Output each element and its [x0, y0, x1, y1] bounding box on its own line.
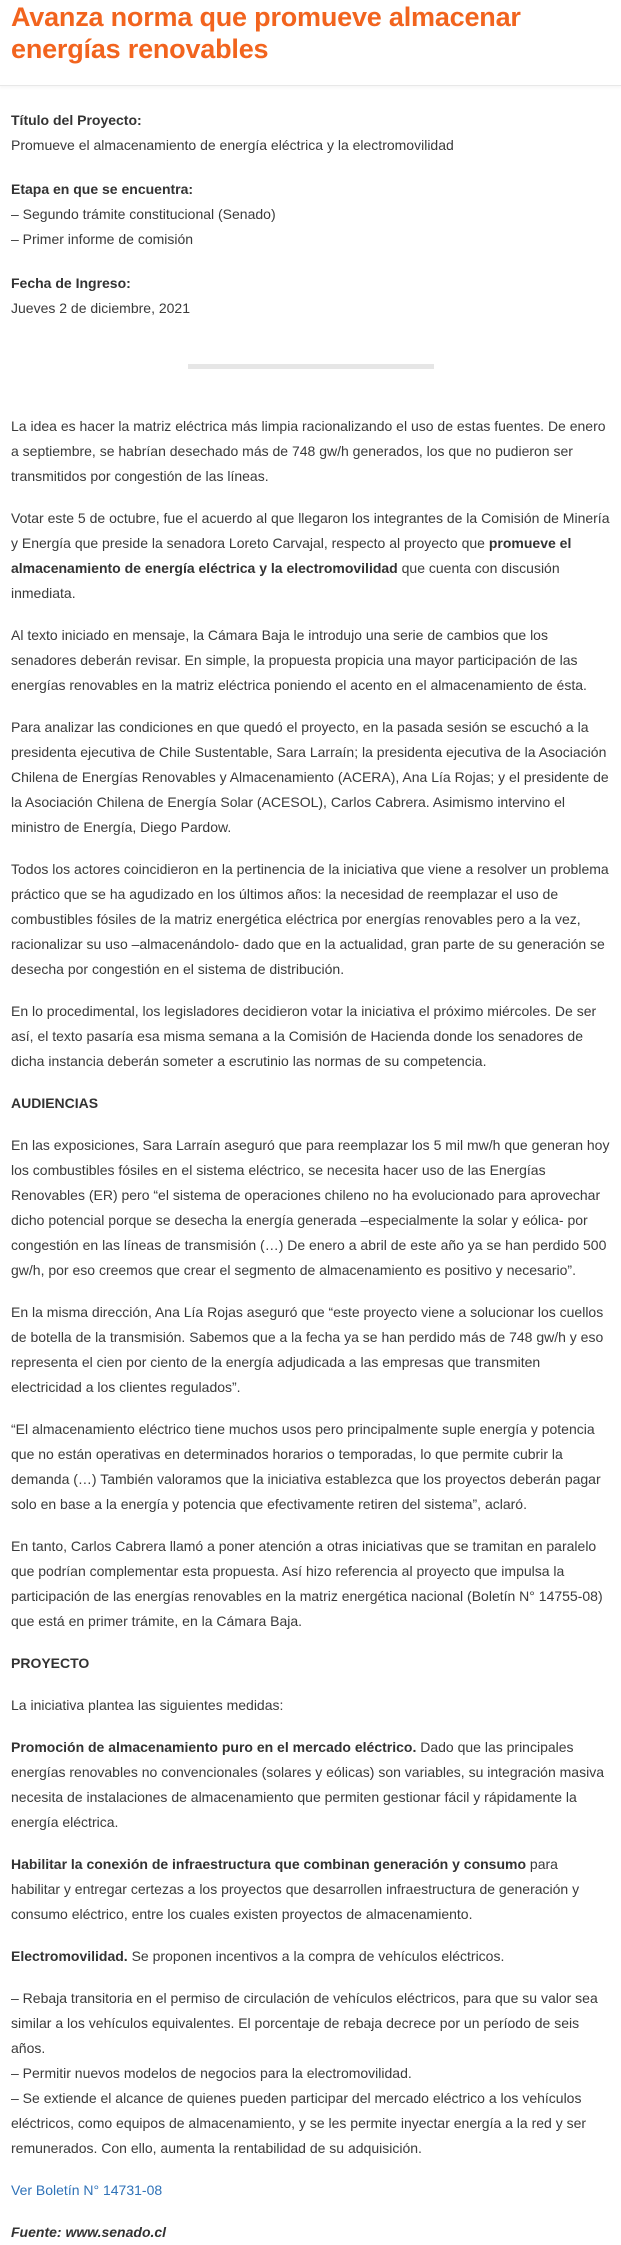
article-title: Avanza norma que promueve almacenar energías renovables — [11, 2, 521, 64]
section-divider — [188, 364, 434, 369]
paragraph-text: Dado que las principales energías renovables no convencionales (solares y eólicas) son variables, su integración masiva necesita de instalaciones de almacenamiento que permiten gestionar fácil y rápidamente la energía eléctrica. — [11, 1739, 604, 1830]
measures-list — [11, 1986, 610, 2161]
list-item: – Rebaja transitoria en el permiso de circulación de vehículos eléctricos, para que su valor sea similar a los vehículos equivalentes. El porcentaje de rebaja decrece por un período de seis años. — [11, 1990, 598, 2056]
paragraph-text: Votar este 5 de octubre, fue el acuerdo al que llegaron los integrantes de la Comisión de Minería y Energía que preside la senadora Loreto Carvajal, respecto al proyecto que — [11, 510, 610, 551]
paragraph-text: para habilitar y entregar certezas a los proyectos que desarrollen infraestructura de generación y consumo eléctrico, entre los cuales existen proyectos de almacenamiento. — [11, 1856, 580, 1922]
article-header — [0, 0, 621, 86]
bold-text: Habilitar la conexión de infraestructura que combinan generación y consumo — [11, 1856, 527, 1872]
bold-text: Electromovilidad. — [11, 1948, 128, 1964]
project-title-block — [11, 108, 610, 158]
paragraph: En las exposiciones, Sara Larraín aseguró que para reemplazar los 5 mil mw/h que generan hoy los combustibles fósiles en el sistema eléctrico, se necesita hacer uso de las Energías Renovables (ER) pero “el sistema de operaciones chileno no ha evolucionado para aprovechar dicho potencial porque se desecha la energía generada –especialmente la solar y eólica- por congestión en las líneas de transmisión (…) De enero a abril de este año ya se han perdido 500 gw/h, por eso creemos que crear el segmento de almacenamiento es positivo y necesario”. — [11, 1137, 610, 1278]
list-item: – Se extiende el alcance de quienes pueden participar del mercado eléctrico a los vehículos eléctricos, como equipos de almacenamiento, y se les permite inyectar energía a la red y ser remunerados. Con ello, aumenta la rentabilidad de su adquisición. — [11, 2090, 587, 2156]
paragraph — [11, 1852, 610, 1927]
paragraph: “El almacenamiento eléctrico tiene muchos usos pero principalmente suple energía y potencia que no están operativas en determinados horarios o temporadas, lo que permite cubrir la demanda (…) También valoramos que la iniciativa establezca que los proyectos deberán pagar solo en base a la energía y potencia que efectivamente retiren del sistema”, aclaró. — [11, 1421, 601, 1512]
paragraph: Al texto iniciado en mensaje, la Cámara Baja le introdujo una serie de cambios que los senadores deberán revisar. En simple, la propuesta propicia una mayor participación de las energías renovables en la matriz eléctrica poniendo el acento en el almacenamiento de ésta. — [11, 627, 587, 693]
project-title-value: Promueve el almacenamiento de energía eléctrica y la electromovilidad — [11, 137, 454, 153]
source-credit: Fuente: www.senado.cl — [11, 2224, 167, 2240]
project-date-value: Jueves 2 de diciembre, 2021 — [11, 300, 190, 316]
bold-text: Promoción de almacenamiento puro en el mercado eléctrico. — [11, 1739, 417, 1755]
paragraph: En tanto, Carlos Cabrera llamó a poner atención a otras iniciativas que se tramitan en paralelo que podrían complementar esta propuesta. Así hizo referencia al proyecto que impulsa la participación de las energías renovables en la matriz energética nacional (Boletín N° 14755-08) que está en primer trámite, en la Cámara Baja. — [11, 1538, 603, 1629]
project-stage-value: – Primer informe de comisión — [11, 231, 194, 247]
project-stage-block — [11, 177, 610, 252]
project-meta — [11, 108, 610, 321]
link-paragraph — [11, 2178, 610, 2203]
paragraph: En lo procedimental, los legisladores decidieron votar la iniciativa el próximo miércoles. De ser así, el texto pasaría esa misma semana a la Comisión de Hacienda donde los senadores de dicha instancia deberán someter a escrutinio las normas de su competencia. — [11, 1003, 597, 1069]
bold-text: promueve el almacenamiento de energía eléctrica y la electromovilidad — [11, 535, 572, 576]
section-heading-audiencias: AUDIENCIAS — [11, 1095, 99, 1111]
paragraph: La iniciativa plantea las siguientes medidas: — [11, 1697, 284, 1713]
paragraph: Todos los actores coincidieron en la pertinencia de la iniciativa que viene a resolver un problema práctico que se ha agudizado en los últimos años: la necesidad de reemplazar el uso de combustibles fósiles de la matriz energética eléctrica por energías renovables pero a la vez, racionalizar su uso –almacenándolo- dado que en la actualidad, gran parte de su generación se desecha por congestión en el sistema de distribución. — [11, 861, 609, 977]
section-heading-proyecto: PROYECTO — [11, 1655, 90, 1671]
paragraph — [11, 506, 610, 606]
boletin-link[interactable]: Ver Boletín N° 14731-08 — [11, 2182, 163, 2198]
project-date-label: Fecha de Ingreso: — [11, 275, 131, 291]
project-date-block — [11, 271, 610, 321]
project-title-label: Título del Proyecto: — [11, 112, 142, 128]
paragraph: La idea es hacer la matriz eléctrica más limpia racionalizando el uso de estas fuentes. De enero a septiembre, se habrían desechado más de 748 gw/h generados, los que no pudieron ser transmitidos por congestión de las líneas. — [11, 418, 606, 484]
list-item: – Permitir nuevos modelos de negocios para la electromovilidad. — [11, 2065, 412, 2081]
paragraph: Para analizar las condiciones en que quedó el proyecto, en la pasada sesión se escuchó a la presidenta ejecutiva de Chile Sustentable, Sara Larraín; la presidenta ejecutiva de la Asociación Chilena de Energías Renovables y Almacenamiento (ACERA), Ana Lía Rojas; y el presidente de la Asociación Chilena de Energía Solar (ACESOL), Carlos Cabrera. Asimismo intervino el ministro de Energía, Diego Pardow. — [11, 719, 609, 835]
paragraph-text: Se proponen incentivos a la compra de vehículos eléctricos. — [127, 1948, 505, 1964]
paragraph — [11, 1944, 610, 1969]
project-stage-label: Etapa en que se encuentra: — [11, 181, 194, 197]
paragraph-text: que cuenta con discusión inmediata. — [11, 560, 560, 601]
project-stage-value: – Segundo trámite constitucional (Senado) — [11, 206, 276, 222]
article-content — [0, 108, 621, 2245]
paragraph — [11, 1735, 610, 1835]
article-body — [11, 414, 610, 2245]
paragraph: En la misma dirección, Ana Lía Rojas aseguró que “este proyecto viene a solucionar los cuellos de botella de la transmisión. Sabemos que a la fecha ya se han perdido más de 748 gw/h y eso representa el cien por ciento de la energía adjudicada a las empresas que transmiten electricidad a los clientes regulados”. — [11, 1304, 604, 1395]
